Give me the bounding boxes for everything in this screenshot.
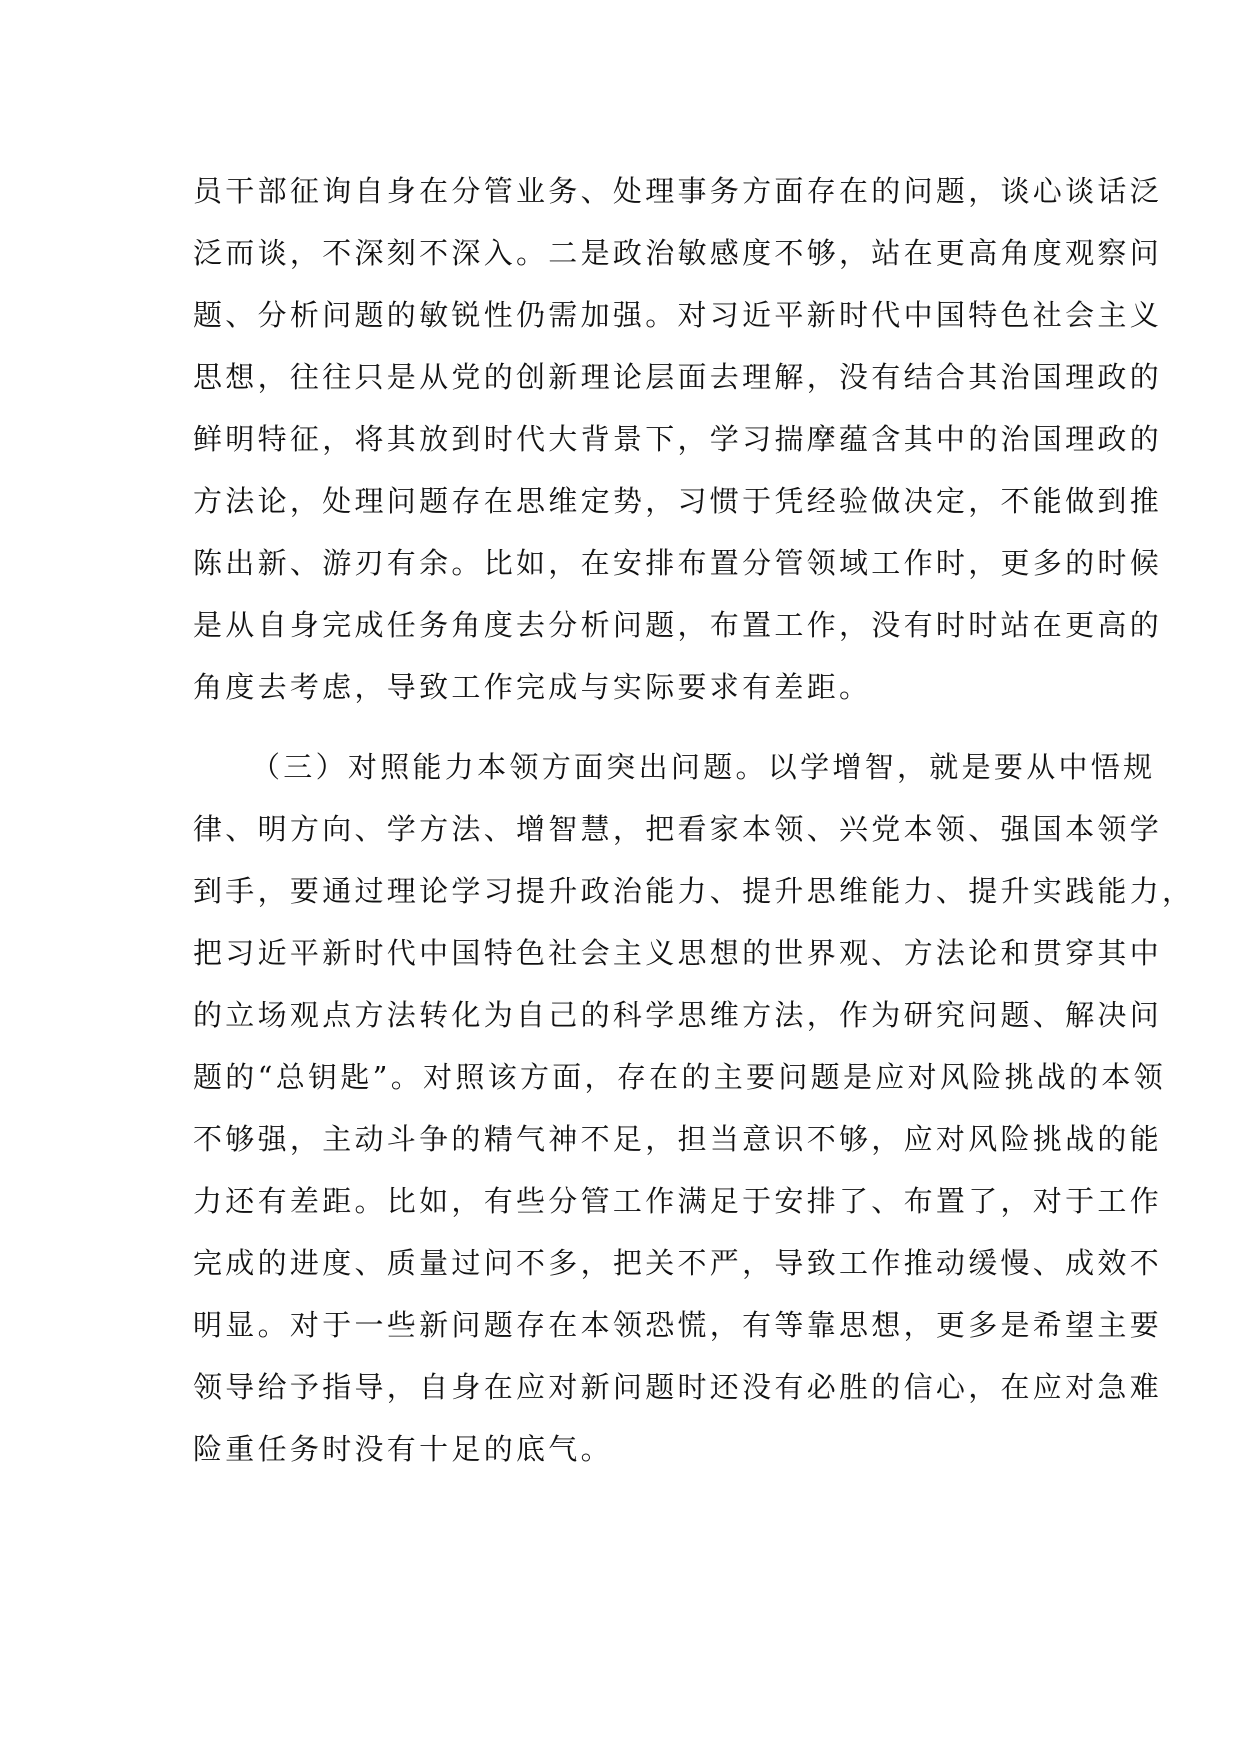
section-heading-line: （三）对照能力本领方面突出问题。以学增智，就是要从中悟规 — [251, 750, 1156, 784]
text-line: 员干部征询自身在分管业务、处理事务方面存在的问题，谈心谈话泛 — [193, 174, 1163, 208]
text-line: 到手，要通过理论学习提升政治能力、提升思维能力、提升实践能力， — [193, 874, 1195, 908]
text-line: 角度去考虑，导致工作完成与实际要求有差距。 — [193, 670, 872, 704]
text-line: 题、分析问题的敏锐性仍需加强。对习近平新时代中国特色社会主义 — [193, 298, 1163, 332]
text-line: 陈出新、游刃有余。比如，在安排布置分管领域工作时，更多的时候 — [193, 546, 1163, 580]
text-line: 完成的进度、质量过问不多，把关不严，导致工作推动缓慢、成效不 — [193, 1246, 1163, 1280]
text-line: 泛而谈，不深刻不深入。二是政治敏感度不够，站在更高角度观察问 — [193, 236, 1163, 270]
paragraph-continued — [193, 160, 1163, 718]
text-line: 明显。对于一些新问题存在本领恐慌，有等靠思想，更多是希望主要 — [193, 1308, 1163, 1342]
text-line: 领导给予指导，自身在应对新问题时还没有必胜的信心，在应对急难 — [193, 1370, 1163, 1404]
text-line: 把习近平新时代中国特色社会主义思想的世界观、方法论和贯穿其中 — [193, 936, 1163, 970]
text-line: 方法论，处理问题存在思维定势，习惯于凭经验做决定，不能做到推 — [193, 484, 1163, 518]
text-line: 的立场观点方法转化为自己的科学思维方法，作为研究问题、解决问 — [193, 998, 1163, 1032]
text-line: 思想，往往只是从党的创新理论层面去理解，没有结合其治国理政的 — [193, 360, 1163, 394]
text-line: 是从自身完成任务角度去分析问题，布置工作，没有时时站在更高的 — [193, 608, 1163, 642]
text-line: 题的“总钥匙”。对照该方面，存在的主要问题是应对风险挑战的本领 — [193, 1060, 1166, 1094]
text-line: 律、明方向、学方法、增智慧，把看家本领、兴党本领、强国本领学 — [193, 812, 1163, 846]
text-line: 力还有差距。比如，有些分管工作满足于安排了、布置了，对于工作 — [193, 1184, 1163, 1218]
document-body — [193, 160, 1195, 1480]
paragraph-spacer — [193, 718, 1055, 736]
text-line: 鲜明特征，将其放到时代大背景下，学习揣摩蕴含其中的治国理政的 — [193, 422, 1163, 456]
section-three-paragraph — [193, 736, 1195, 1480]
text-line: 险重任务时没有十足的底气。 — [193, 1432, 613, 1466]
text-line: 不够强，主动斗争的精气神不足，担当意识不够，应对风险挑战的能 — [193, 1122, 1163, 1156]
